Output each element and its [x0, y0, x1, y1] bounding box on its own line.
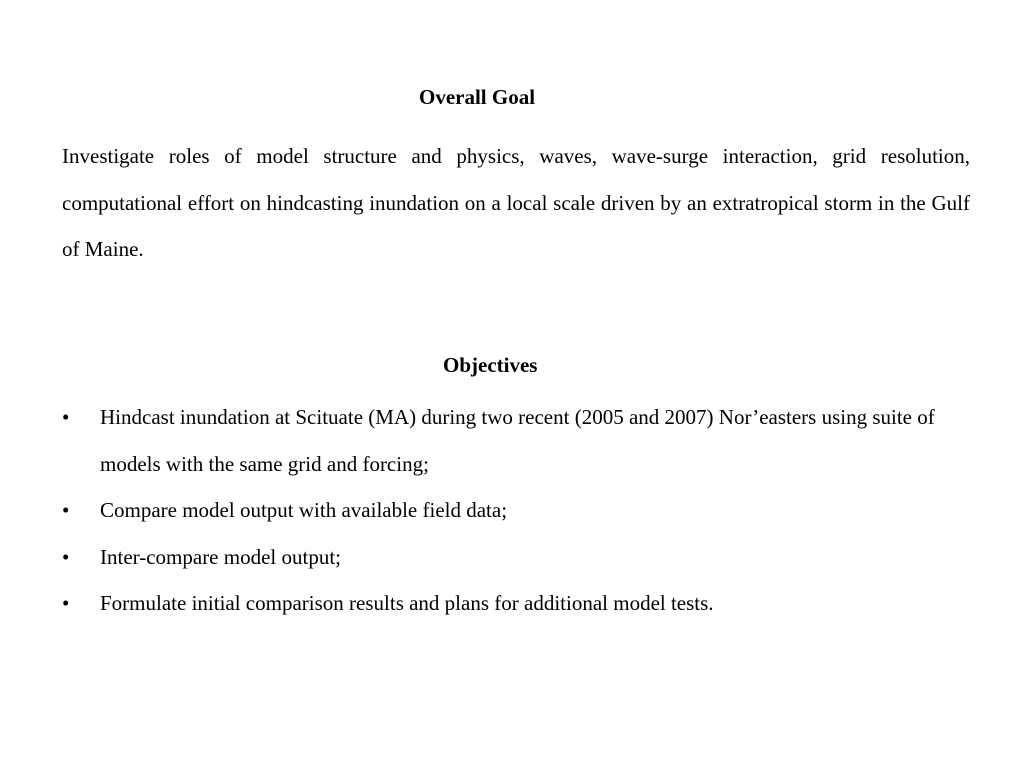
objective-text: Compare model output with available field data;	[100, 498, 508, 522]
objective-item	[62, 487, 982, 534]
bullet-icon: •	[62, 591, 70, 615]
objectives-list	[62, 394, 982, 627]
bullet-icon: •	[62, 405, 70, 429]
bullet-icon: •	[62, 498, 70, 522]
objective-item	[62, 534, 982, 581]
objective-text: Formulate initial comparison results and plans for additional model tests.	[100, 591, 714, 615]
objective-text: Hindcast inundation at Scituate (MA) during two recent (2005 and 2007) Nor’easters using suite of models with the same grid and forcing;	[100, 405, 935, 476]
objective-item	[62, 580, 982, 627]
overall-goal-heading: Overall Goal	[419, 85, 536, 109]
overall-goal-text: Investigate roles of model structure and physics, waves, wave-surge interaction, grid resolution, computational effort on hindcasting inundation on a local scale driven by an extratropical storm in the Gulf of Maine.	[62, 144, 970, 261]
bullet-icon: •	[62, 544, 70, 569]
objectives-heading: Objectives	[443, 353, 538, 377]
objective-item	[62, 394, 982, 487]
objective-text: Inter-compare model output;	[100, 544, 341, 569]
